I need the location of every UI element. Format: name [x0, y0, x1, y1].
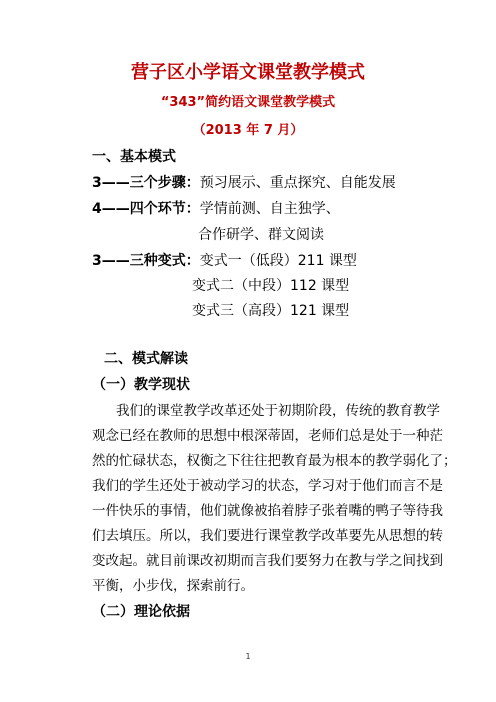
- variants-row: [92, 252, 357, 270]
- section-heading-basic-model: 一、基本模式: [92, 149, 176, 165]
- document-title: 营子区小学语文课堂教学模式: [131, 62, 365, 83]
- paragraph-line: 我们的课堂教学改革还处于初期阶段，传统的教育教学: [116, 403, 440, 419]
- paragraph-line: 一件快乐的事情，他们就像被掐着脖子张着嘴的鸭子等待我: [92, 503, 443, 519]
- variant-3: 变式三（高段）121 课型: [192, 303, 350, 319]
- links-row: [92, 200, 340, 218]
- links-value-1: 学情前测、自主独学、: [199, 201, 340, 217]
- subheading-theoretical-basis: （二）理论依据: [92, 604, 190, 620]
- paragraph-line: 然的忙碌状态，权衡之下往往把教育最为根本的教学弱化了；: [92, 453, 457, 469]
- paragraph-line: 观念已经在教师的思想中根深蒂固，老师们总是处于一种茫: [92, 428, 443, 444]
- document-subtitle: “343”简约语文课堂教学模式: [160, 95, 336, 110]
- variant-2: 变式二（中段）112 课型: [192, 278, 350, 294]
- variants-label: 3——三种变式：: [92, 253, 200, 269]
- paragraph-line: 平衡，小步伐，探索前行。: [92, 578, 254, 594]
- steps-label: 3——三个步骤：: [92, 175, 200, 191]
- page-number: 1: [245, 652, 251, 661]
- links-value-2: 合作研学、群文阅读: [198, 227, 324, 243]
- document-date: （2013 年 7 月）: [192, 123, 304, 138]
- paragraph-line: 变改起。就目前课改初期而言我们要努力在教与学之间找到: [92, 553, 443, 569]
- links-label: 4——四个环节：: [92, 201, 200, 217]
- paragraph-line: 我们的学生还处于被动学习的状态，学习对于他们而言不是: [92, 478, 443, 494]
- variant-1: 变式一（低段）211 课型: [199, 253, 357, 269]
- steps-row: [92, 174, 396, 192]
- subheading-teaching-status: （一）教学现状: [92, 377, 190, 393]
- steps-value: 预习展示、重点探究、自能发展: [199, 175, 396, 191]
- paragraph-line: 们去填压。所以，我们要进行课堂教学改革要先从思想的转: [92, 528, 443, 544]
- section-heading-model-interpretation: 二、模式解读: [104, 351, 188, 367]
